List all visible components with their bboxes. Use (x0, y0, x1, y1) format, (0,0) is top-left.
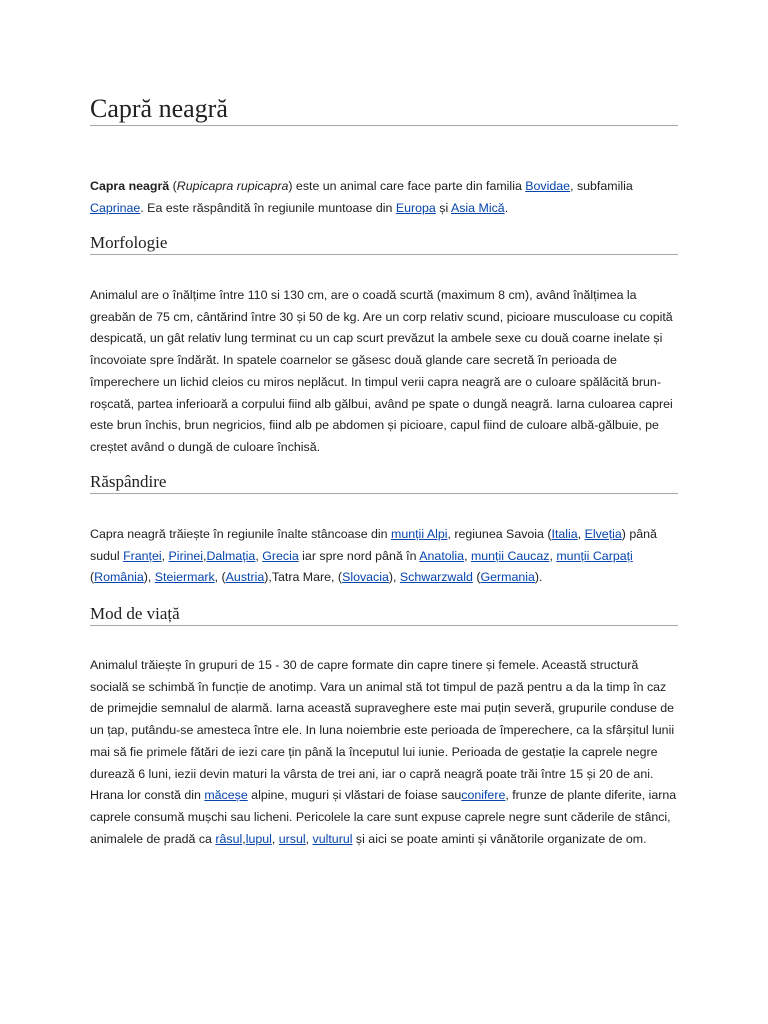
link-slovacia[interactable]: Slovacia (342, 570, 389, 585)
link-muntii-alpi[interactable]: munții Alpi (391, 527, 448, 541)
link-elvetia[interactable]: Elveția (584, 527, 622, 541)
link-steiermark[interactable]: Steiermark (154, 570, 215, 585)
link-grecia[interactable]: Grecia (262, 548, 299, 563)
paragraph-mod-de-viata: Animalul trăiește în grupuri de 15 - 30 de capre formate din capre tinere și femele. Această structură socială se schimbă în funcție de anotimp. Vara un animal stă tot timpul de pază pentru a da la timp în caz de primejdie semnalul de alarmă. Iarna această supraveghere este mai puțin severă, grupurile conduse de un țap, putându-se amesteca între ele. In luna noiembrie este perioada de împerechere, ca la sfârșitul lunii mai să fie primele fătări de iezi care țin până la începutul lui iunie. Perioada de gestație la caprele negre durează 6 luni, iezii devin maturi la vârsta de trei ani, iar o capră neagră poate trăi între 15 și 20 de ani. Hrana lor constă din măceșe alpine, muguri și vlăstari de foiase sauconifere, frunze de plante diferite, iarna caprele consumă mușchi sau licheni. Pericolele la care sunt expuse caprele negre sunt căderile de stânci, animalele de pradă ca râsul,lupul, ursul, vulturul și aici se poate aminti și vânătorile organizate de om. (90, 658, 677, 846)
link-anatolia[interactable]: Anatolia (419, 548, 465, 563)
paragraph-raspandire: Capra neagră trăiește în regiunile înalte stâncoase din munții Alpi, regiunea Savoia (Italia, Elveția) până sudul Franței, Pirinei,Dalmația, Grecia iar spre nord până în Anatolia, munții Caucaz, munții Carpați (România), Steiermark, (Austria),Tatra Mare, (Slovacia), Schwarzwald (Germania). (90, 527, 657, 585)
heading-mod-de-viata: Mod de viață (90, 603, 678, 626)
link-caprinae[interactable]: Caprinae (90, 200, 141, 215)
intro-paragraph: Capra neagră (Rupicapra rupicapra) este un animal care face parte din familia Bovidae, subfamilia Caprinae. Ea este răspândită în regiunile muntoase din Europa și Asia Mică. (90, 179, 633, 215)
bold-term: Capra neagră (90, 179, 170, 193)
link-asia-mica[interactable]: Asia Mică (450, 200, 505, 215)
link-lupul[interactable]: lupul (245, 831, 272, 846)
page-title: Capră neagră (90, 92, 678, 126)
scientific-name: Rupicapra rupicapra (176, 179, 289, 193)
link-italia[interactable]: Italia (551, 527, 578, 541)
link-romania[interactable]: România (94, 570, 144, 585)
paragraph-morfologie: Animalul are o înălțime între 110 si 130 cm, are o coadă scurtă (maximum 8 cm), având înălțimea la greabăn de 75 cm, cântărind între 30 și 50 de kg. Are un corp relativ scund, picioare musculoase cu copită despicată, un gât relativ lung terminat cu un cap scurt prevăzut la ambele sexe cu două coarne inelate și încovoiate spre îndărăt. In spatele coarnelor se găsesc două glande care secretă în perioada de împerechere un lichid cleios cu miros neplăcut. In timpul verii capra neagră are o culoare spălăcită brun-roșcată, partea inferioară a corpului fiind alb gălbui, având pe spate o dungă neagră. Iarna culoarea caprei este brun închis, brun negricios, fiind alb pe abdomen și picioare, capul fiind de culoare albă-gălbuie, pe creștet având o dungă de culoare închisă. (90, 288, 673, 454)
link-schwarzwald[interactable]: Schwarzwald (399, 570, 473, 585)
heading-morfologie: Morfologie (90, 232, 678, 255)
link-europa[interactable]: Europa (395, 200, 436, 215)
link-conifere[interactable]: conifere (461, 788, 506, 803)
link-rasul[interactable]: râsul (215, 831, 243, 846)
link-austria[interactable]: Austria (225, 570, 265, 585)
link-muntii-carpati[interactable]: munții Carpați (556, 548, 633, 563)
link-vulturul[interactable]: vulturul (312, 831, 353, 846)
link-frantei[interactable]: Franței (123, 548, 162, 563)
heading-raspandire: Răspândire (90, 471, 678, 494)
link-bovidae[interactable]: Bovidae (525, 179, 571, 193)
link-germania[interactable]: Germania (480, 570, 535, 585)
link-macese[interactable]: măceșe (204, 788, 248, 803)
link-ursul[interactable]: ursul (278, 831, 306, 846)
link-muntii-caucaz[interactable]: munții Caucaz (470, 548, 550, 563)
link-dalmatia[interactable]: Dalmația (206, 548, 256, 563)
link-pirinei[interactable]: Pirinei (168, 548, 203, 563)
